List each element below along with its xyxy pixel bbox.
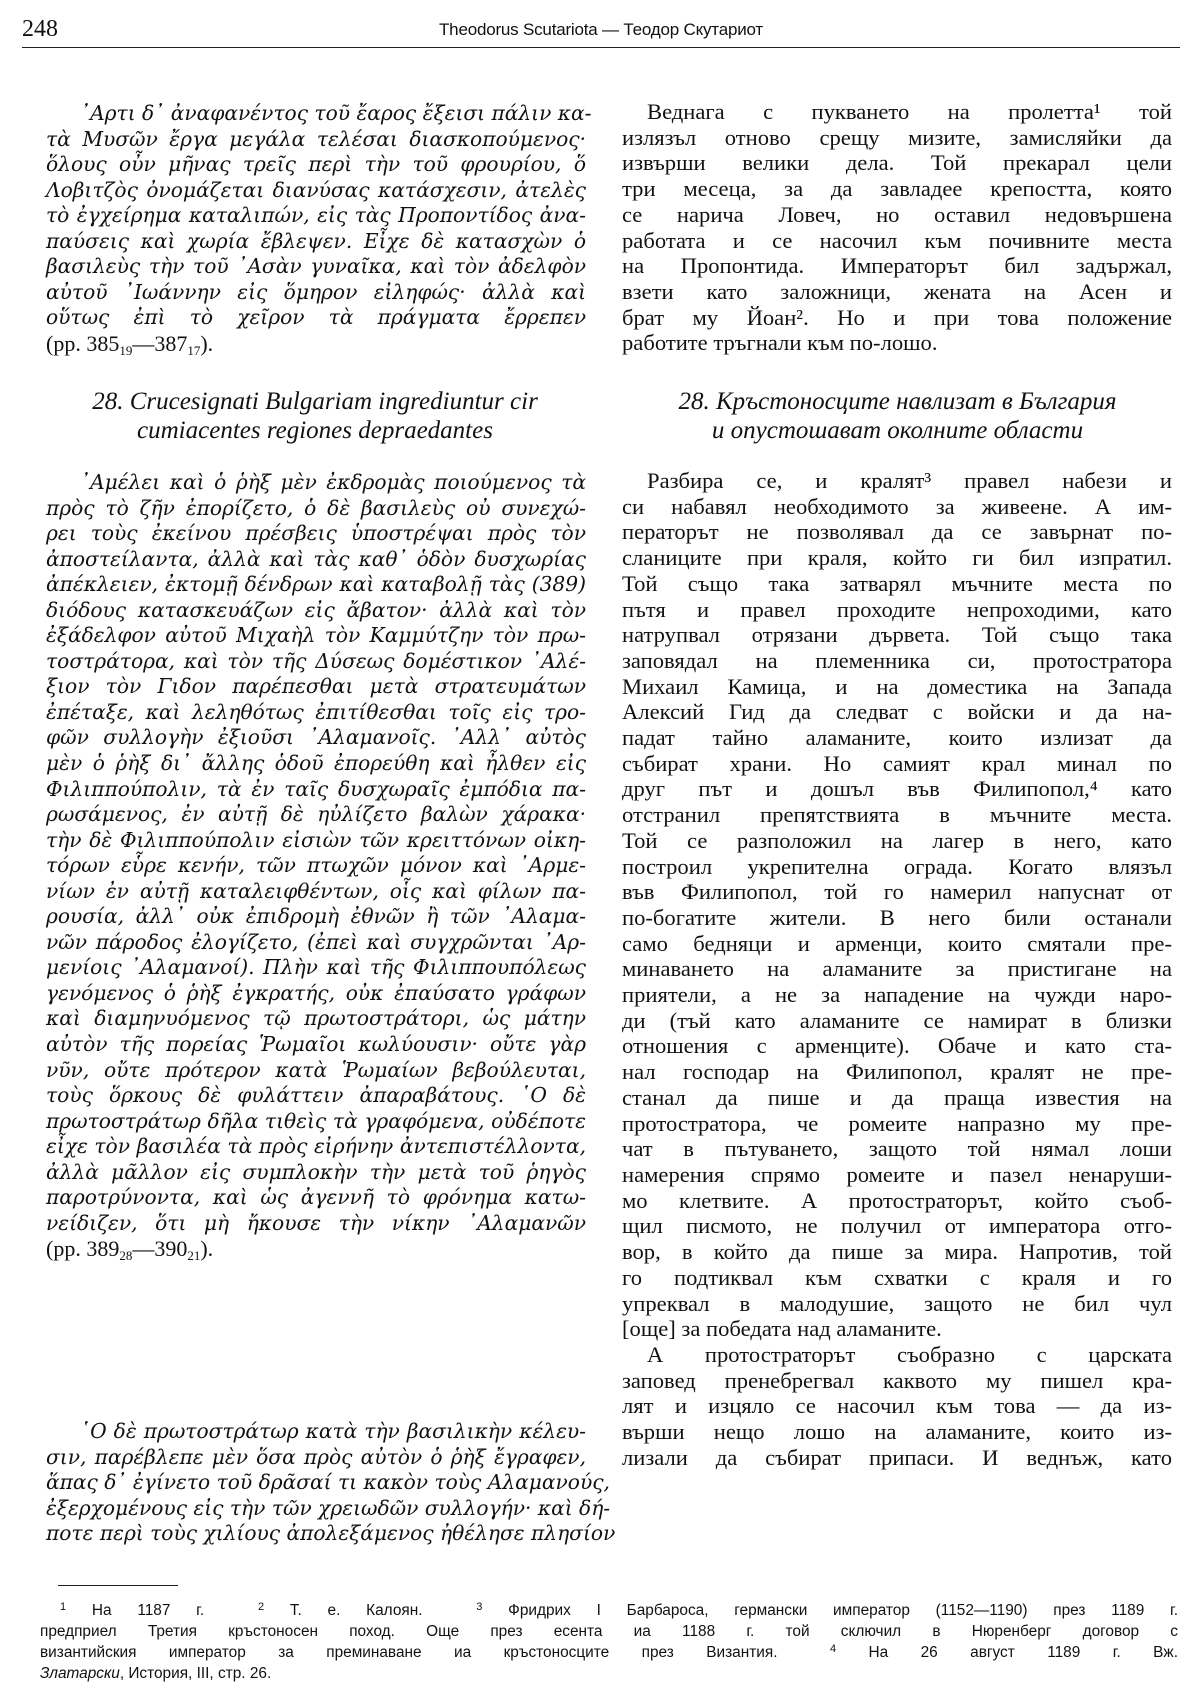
text-line: щил писмото, не получил от императора отго- — [622, 1213, 1172, 1239]
text-line: αὐτὸν τῆς πορείας Ῥωμαῖοι κωλύουσιν· οὔτε γὰρ — [46, 1032, 586, 1057]
text-line: ᾿Αμέλει καὶ ὁ ῥὴξ μὲν ἐκδρομὰς ποιούμενος τὰ — [80, 470, 586, 494]
text-line: ди (тъй като аламаните се намират в близки — [622, 1007, 1172, 1033]
text-line: пътя и правел проходите непроходими, като — [622, 596, 1172, 622]
text-line: намерения спрямо ромеите и пазел ненаруши- — [622, 1161, 1172, 1187]
ref-text: —390 — [132, 1236, 188, 1262]
text-line: ἀπέκλειεν, ἐκτομῇ δένδρων καὶ καταβολῇ τὰς (389) — [46, 572, 586, 597]
text-line: лизали да събират припаси. И веднъж, като — [622, 1444, 1172, 1470]
ref-sub: 28 — [119, 1248, 133, 1264]
text-line: ᾿Αρτι δ᾿ ἀναφανέντος τοῦ ἔαρος ἔξεισι πάλιν κα- — [80, 101, 592, 125]
text-line: на Пропонтида. Императорът бил задържал, — [622, 253, 1172, 279]
footnote-4-group — [810, 1644, 1178, 1661]
source-reference — [46, 1236, 586, 1262]
bulgarian-passage-1 — [622, 99, 1172, 356]
header-rule — [22, 47, 1180, 48]
heading-line: 28. Кръстоносците навлизат в България — [678, 388, 1117, 415]
ref-sub: 19 — [119, 342, 133, 358]
text-line: само бедняци и арменци, които смятали пре- — [622, 930, 1172, 956]
footnote-marker: 3 — [476, 1601, 483, 1613]
section-heading-latin — [30, 387, 600, 445]
text-line: събират храни. Но самият крал минал по — [622, 750, 1172, 776]
text-line: Веднага с пукването на пролетта¹ той — [647, 99, 1172, 124]
footnote-marker: 4 — [829, 1643, 837, 1655]
ref-text: (pp. 385 — [46, 330, 120, 356]
text-line: οὕτως ἐπὶ τὸ χεῖρον τὰ πράγματα ἔρρεπεν — [46, 305, 586, 330]
text-line: си набавял необходимото за живеене. А им- — [622, 493, 1172, 519]
text-line: τὰ Μυσῶν ἔργα μεγάλα τελέσαι διασκοπούμενος· — [46, 126, 586, 151]
text-line: Той се разположил на лагер в него, като — [622, 827, 1172, 853]
footnote-marker: 2 — [257, 1601, 265, 1613]
bulgarian-passage-2 — [622, 468, 1172, 1470]
text-line: падат тайно аламаните, които излизат да — [622, 725, 1172, 751]
greek-passage-1 — [46, 101, 592, 358]
text-line: А протостраторът съобразно с царската — [647, 1341, 1172, 1367]
greek-passage-3 — [46, 1419, 616, 1547]
text-line: във Филипопол, той го намерил напуснат от — [622, 879, 1172, 905]
text-line: мо клетвите. А протостраторът, който съоб- — [622, 1187, 1172, 1213]
text-line: τοστράτορα, καὶ τὸν τῆς Δύσεως δομέστικον ᾿Αλέ- — [46, 648, 586, 673]
text-line: μὲν ὁ ῥὴξ δι᾿ ἄλλης ὁδοῦ ἐπορεύθη καὶ ἦλθεν εἰς — [46, 751, 586, 776]
page-header — [22, 14, 1180, 44]
ref-text: ). — [200, 330, 214, 356]
text-line: νῦν, οὔτε πρότερον κατὰ Ῥωμαίων βεβούλευται, — [46, 1057, 586, 1082]
text-line: ῾Ο δὲ πρωτοστράτωρ κατὰ τὴν βασιλικὴν κέλευ- — [80, 1419, 586, 1443]
text-line: αὐτοῦ ᾿Ιωάννην εἰς ὅμηρον εἰληφώς· ἀλλὰ καὶ — [46, 279, 586, 304]
footnote-4: На 26 август 1189 г. Вж. — [868, 1644, 1179, 1661]
text-line: Той също така затварял мъчните места по — [622, 570, 1172, 596]
footnote-1: На 1187 г. — [91, 1602, 205, 1619]
text-line: τὴν δὲ Φιλιππούπολιν εἰσιὼν τῶν κρειττόνων οἰκη- — [46, 827, 586, 852]
greek-passage-2 — [46, 470, 586, 1262]
text-line: ρωσάμενος, ἐν αὐτῇ δὲ ηὐλίζετο βαλὼν χάρακα· — [46, 802, 586, 827]
ref-sub: 21 — [187, 1248, 201, 1264]
text-line: заповед пренебрегвал каквото му пишел кра- — [622, 1367, 1172, 1393]
text-line: σιν, παρέβλεπε μὲν ὅσα πρὸς αὐτὸν ὁ ῥὴξ ἔγραφεν, — [46, 1444, 586, 1469]
text-line: друг път и дошъл във Филипопол,⁴ като — [622, 776, 1172, 802]
footnote-author: Златарски — [40, 1665, 120, 1682]
text-line: върши нещо лошо на аламаните, които из- — [622, 1419, 1172, 1445]
text-line: Φιλιππούπολιν, τὰ ἐν ταῖς δυσχωραῖς ἐμπόδια πα- — [46, 776, 586, 801]
footnotes — [40, 1600, 1178, 1684]
text-line: νῶν πάροδος ἐλογίζετο, (ἐπεὶ καὶ συγχρῶνται ᾿Αρ- — [46, 929, 586, 954]
text-line: взети като заложници, жената на Асен и — [622, 278, 1172, 304]
page-number: 248 — [22, 16, 58, 42]
text-line: τοὺς ὅρκους δὲ φυλάττειν ἀπαραβάτους. ῾Ο δὲ — [46, 1083, 586, 1108]
text-line: извърши велики дела. Той прекарал цели — [622, 150, 1172, 176]
text-line: приятели, а не за нападение на чужди наро- — [622, 982, 1172, 1008]
text-line: излязъл отново срещу мизите, замисляйки да — [622, 124, 1172, 150]
text-line: лят и изцяло се насочил към това — да из- — [622, 1393, 1172, 1419]
footnote-line — [40, 1642, 1178, 1663]
text-line: ρει τοὺς ἐκείνου πρέσβεις ὑποστρέψαι πρὸς τὸν — [46, 521, 586, 546]
text-line: Разбира се, и кралят³ правел набези и — [647, 468, 1172, 493]
text-line: се нарича Ловеч, но оставил недовършена — [622, 201, 1172, 227]
text-line: ξιον τὸν Γιδον παρέπεσθαι μετὰ στρατευμάτων — [46, 674, 586, 699]
text-line: παύσεις καὶ χωρία ἔβλεψεν. Εἶχε δὲ κατασχὼν ὁ — [46, 228, 586, 253]
text-line: ποτε περὶ τοὺς χιλίους ἀπολεξάμενος ἠθέλησε πλησίον — [46, 1521, 616, 1546]
text-line: работата и се насочил към почивните места — [622, 227, 1172, 253]
text-line: πρὸς τὸ ζῆν ἐπορίζετο, ὁ δὲ βασιλεὺς οὐ συνεχώ- — [46, 495, 586, 520]
text-line: [още] за победата над аламаните. — [622, 1316, 942, 1342]
text-line: вор, в който да пише за мира. Напротив, той — [622, 1239, 1172, 1265]
text-line: μενίοις ᾿Αλαμανοί). Πλὴν καὶ τῆς Φιλιππουπόλεως — [46, 955, 586, 980]
ref-sub: 17 — [187, 342, 201, 358]
text-line: ἅπας δ᾿ ἐγίνετο τοῦ δρᾶσαί τι κακὸν τοὺς Αλαμανούς, — [46, 1470, 610, 1495]
section-heading-bulgarian — [610, 387, 1185, 445]
text-line: πρωτοστράτωρ δῆλα τιθεὶς τὰ γραφόμενα, οὐδέποτε — [46, 1108, 586, 1133]
text-line: Алексий Гид да следват с войски и да на- — [622, 699, 1172, 725]
text-line: сланиците при краля, който ги бил изпратил. — [622, 545, 1172, 571]
text-line: три месеца, за да завладее крепостта, която — [622, 176, 1172, 202]
text-line: βασιλεὺς τὴν τοῦ ᾿Ασὰν γυναῖκα, καὶ τὸν ἀδελφὸν — [46, 254, 586, 279]
text-line: отстранил препятствията в мъчните места. — [622, 802, 1172, 828]
ref-text: —387 — [132, 330, 188, 356]
text-line: Λοβιτζὸς ὀνομάζεται διανύσας κατάσχεσιν, ἀτελὲς — [46, 177, 586, 202]
running-title: Theodorus Scutariota — Теодор Скутариот — [439, 20, 763, 39]
text-line: γενόμενος ὁ ῥὴξ ἐγκρατής, οὐκ ἐπαύσατο γράφων — [46, 980, 586, 1005]
footnote-2: Т. е. Калоян. — [289, 1602, 423, 1619]
text-line: διόδους κατασκευάζων εἰς ἄβατον· ἀλλὰ καὶ τὸν — [46, 597, 586, 622]
text-line: по-богатите жители. В него били останали — [622, 904, 1172, 930]
text-line: построил укрепителна ограда. Когато влязъл — [622, 853, 1172, 879]
heading-line: и опустошават околните области — [711, 417, 1084, 444]
text-line: καὶ διαμηνυόμενος τῷ πρωτοστράτορι, ὡς μάτην — [46, 1006, 586, 1031]
text-line: го подтиквал към схватки с краля и го — [622, 1264, 1172, 1290]
text-line: протостратора, че ромеите напразно му пре- — [622, 1110, 1172, 1136]
text-line: ператорът не позволявал да се завърнат по- — [622, 519, 1172, 545]
footnote-marker: 1 — [60, 1601, 67, 1613]
text-line: натрупвал отрязани дървета. Той също така — [622, 622, 1172, 648]
text-line: ἀποστείλαντα, ἀλλὰ καὶ τὰς καθ᾿ ὁδὸν δυσχωρίας — [46, 546, 586, 571]
footnote-line: предприел Третия кръстоносен поход. Още през есента иа 1188 г. той сключил в Нюренберг договор с — [40, 1623, 1178, 1640]
source-reference — [46, 331, 586, 357]
text-line: работите тръгнали към по-лошо. — [622, 330, 938, 356]
text-line: ἐπέταξε, καὶ λεληθότως ἐπιτίθεσθαι τοῖς εἰς τρο- — [46, 699, 586, 724]
text-line: ὅλους οὖν μῆνας τρεῖς περὶ τὴν τοῦ φρουρίου, ὅ — [46, 152, 586, 177]
text-line: ἐξερχομένους εἰς τὴν τῶν χρειωδῶν συλλογήν· καὶ δή- — [46, 1495, 611, 1520]
text-line: Михаил Камица, и на доместика на Запада — [622, 673, 1172, 699]
ref-text: (pp. 389 — [46, 1236, 120, 1262]
text-line: εἶχε τὸν βασιλέα τὰ πρὸς εἰρήνην ἀντεπιστέλλοντα, — [46, 1134, 586, 1159]
text-line: брат му Йоан². Но и при това положение — [622, 304, 1172, 330]
footnote-3: Фридрих I Барбароса, германски император (1152—1190) през 1189 г. — [508, 1602, 1179, 1619]
ref-text: ). — [200, 1236, 214, 1262]
text-line: νίων ἐν αὐτῇ καταλειφθέντων, οἷς καὶ φίλων πα- — [46, 878, 586, 903]
text-line: φῶν συλλογὴν ἐξιοῦσι ᾿Αλαμανοῖς. ᾿Αλλ᾿ αὐτὸς — [46, 725, 586, 750]
text-line: нал господар на Филипопол, кралят не пре- — [622, 1059, 1172, 1085]
text-line: τὸ ἐγχείρημα καταλιπών, εἰς τὰς Προποντίδος ἀνα- — [46, 203, 586, 228]
text-line: νείδιζεν, ὅτι μὴ ἤκουσε τὴν νίκην ᾿Αλαμανῶν — [46, 1210, 586, 1235]
text-line: станал да пише и да праща известия на — [622, 1084, 1172, 1110]
text-line: παροτρύνοντα, καὶ ὡς ἀγεννῆ τὸ φρόνημα κατω- — [46, 1185, 586, 1210]
footnote-line — [40, 1600, 1178, 1621]
heading-line: 28. Crucesignati Bulgariam ingrediuntur cir — [92, 388, 538, 415]
footnote-citation: , История, III, стр. 26. — [119, 1665, 272, 1682]
heading-line: cumiacentes regiones depraedantes — [137, 417, 493, 444]
text-line: отношения с арменците). Обаче и като ста- — [622, 1033, 1172, 1059]
text-line: ἀλλὰ μᾶλλον εἰς συμπλοκὴν τὴν μετὰ τοῦ ῥηγὸς — [46, 1159, 586, 1184]
text-line: упреквал в малодушие, защото не бил чул — [622, 1290, 1172, 1316]
text-line: τόρων εὗρε κενήν, τῶν πτωχῶν μόνον καὶ ᾿Αρμε- — [46, 853, 586, 878]
footnote-line — [40, 1663, 1178, 1684]
text-line: ἐξάδελφον αὐτοῦ Μιχαὴλ τὸν Καμμύτζην τὸν πρω- — [46, 623, 586, 648]
text-line: ρουσία, ἀλλ᾿ οὐκ ἐπιδρομὴ ἐθνῶν ἢ τῶν ᾿Αλαμα- — [46, 904, 586, 929]
footnote-3-end: византийския император за преминаване иа кръстоносците през Византия. — [40, 1644, 778, 1661]
text-line: минаването на аламаните за пристигане на — [622, 956, 1172, 982]
text-line: заповядал на племенника си, протостратора — [622, 647, 1172, 673]
text-line: чат в пътуването, защото той нямал лоши — [622, 1136, 1172, 1162]
footnote-rule — [58, 1585, 178, 1586]
